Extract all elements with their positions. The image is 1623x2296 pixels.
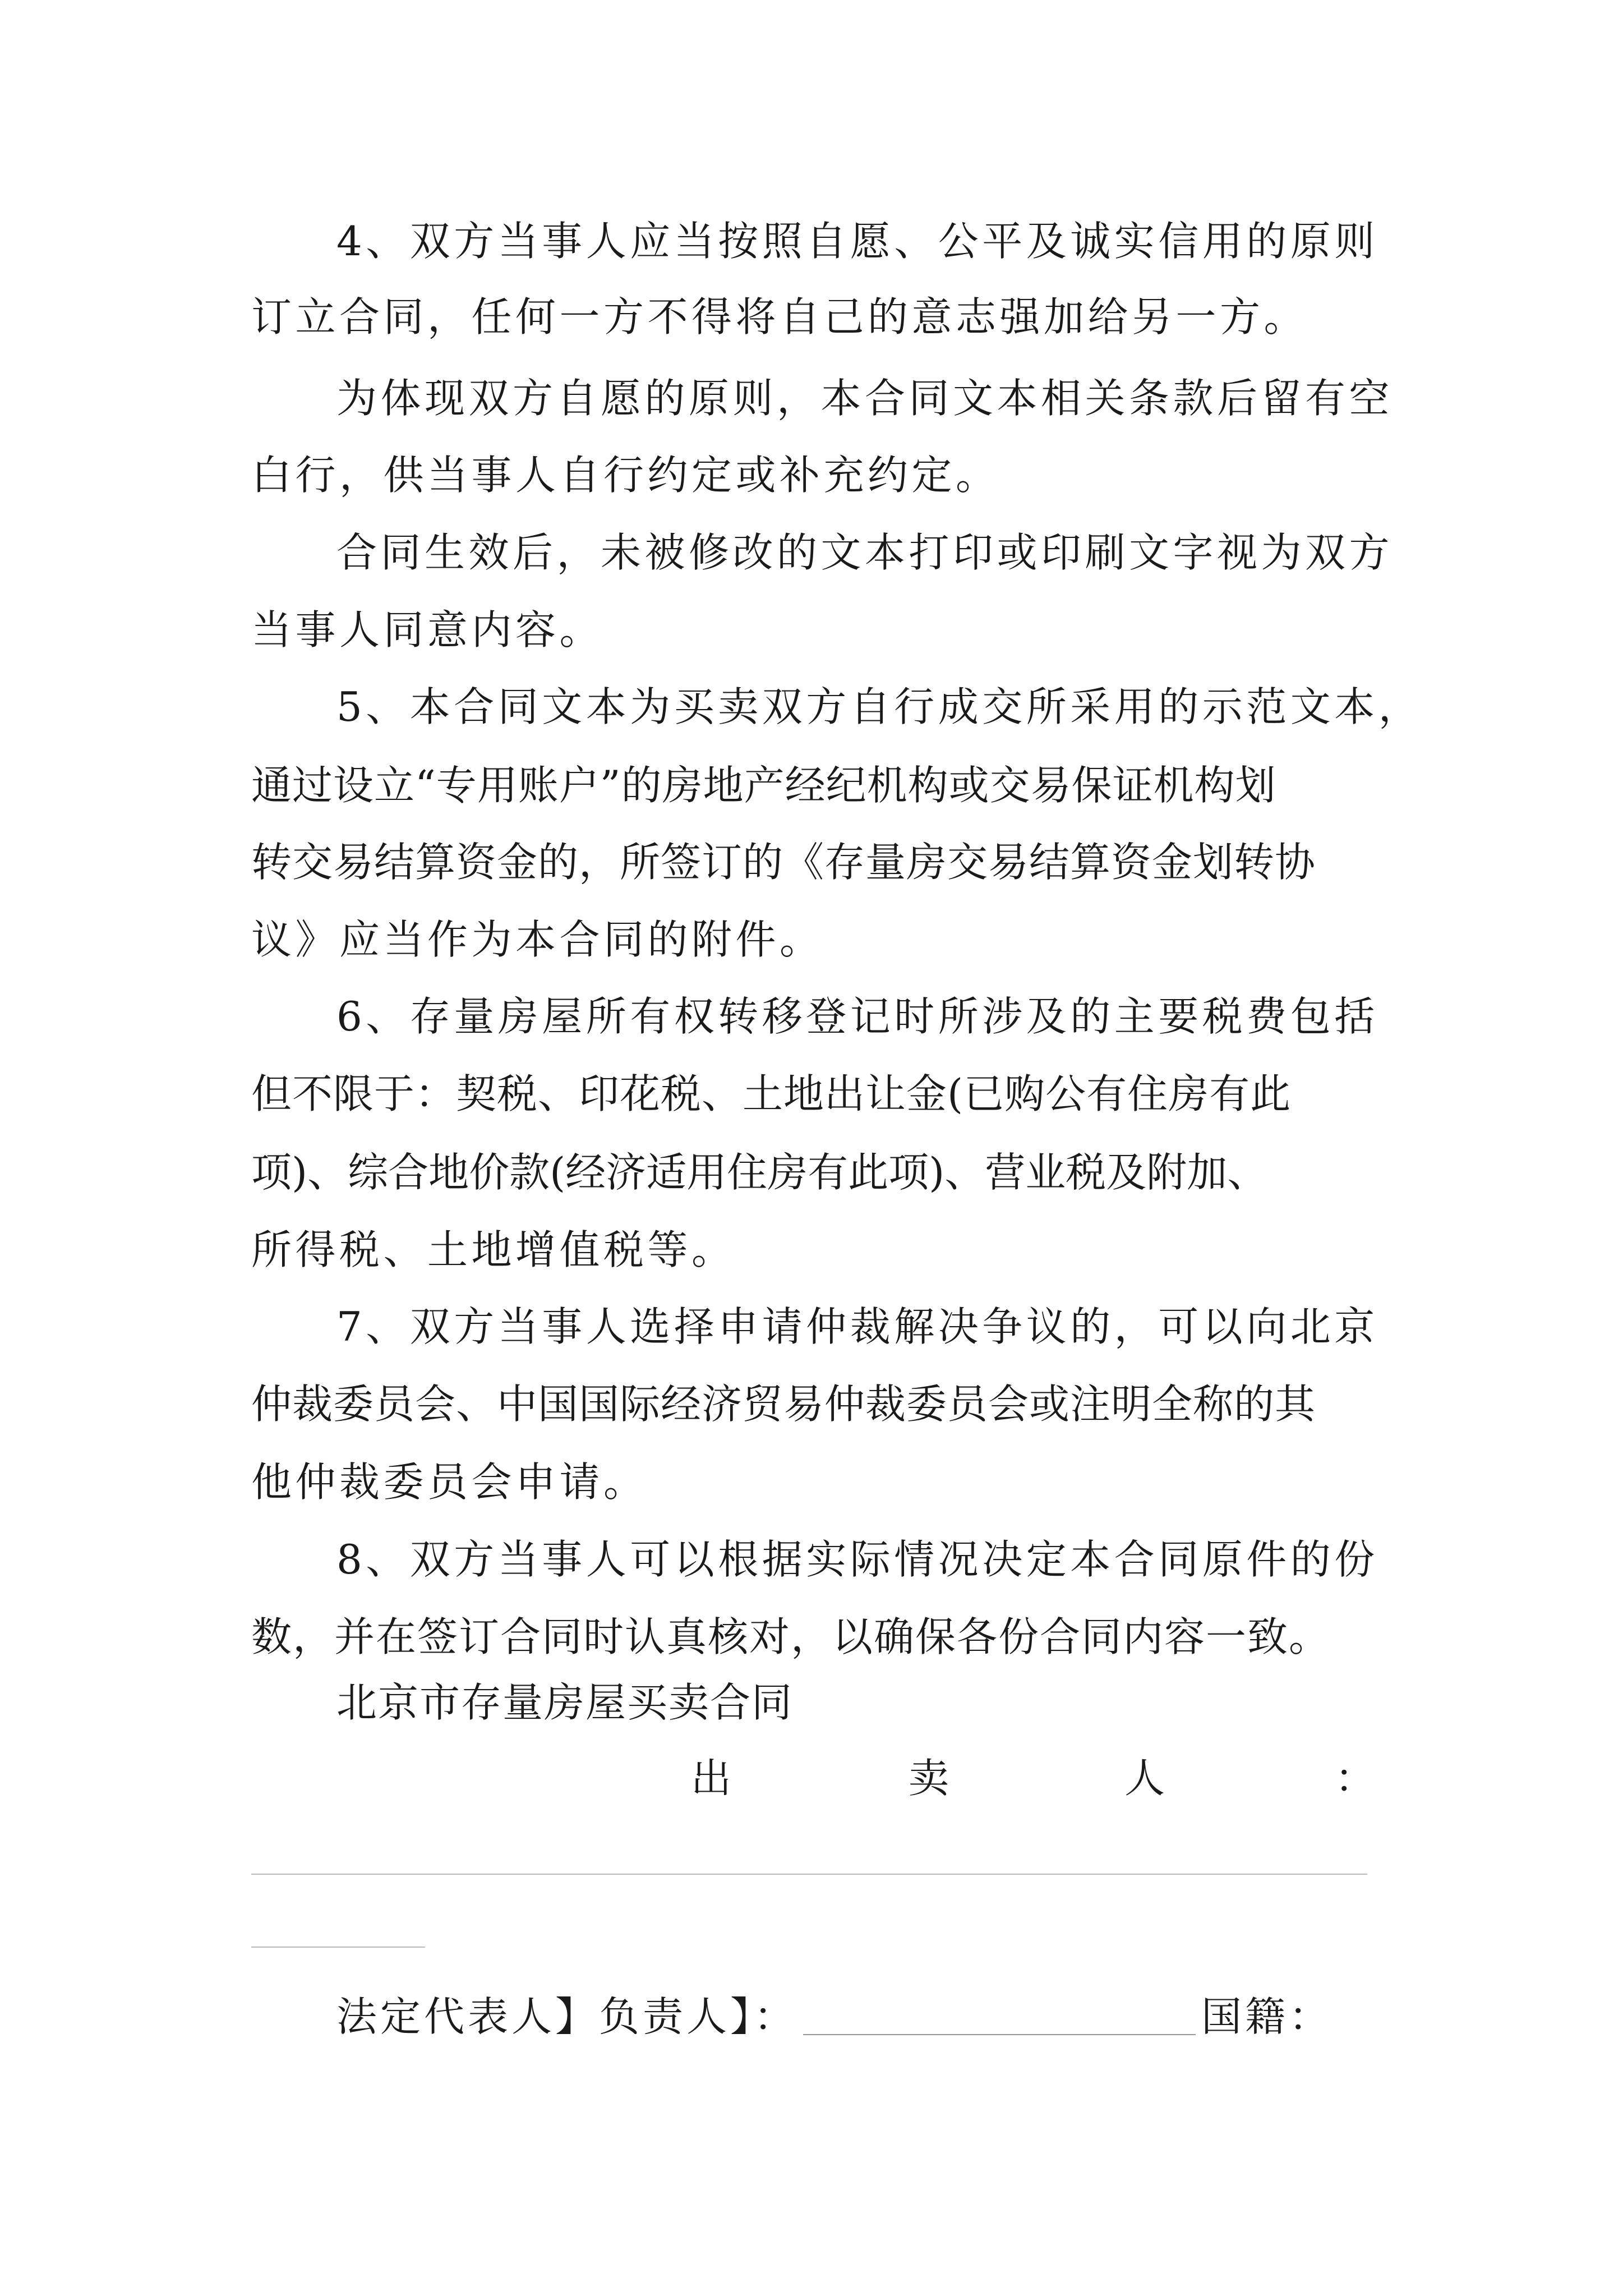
clause-7-line-1: 7、双方当事人选择申请仲裁解决争议的，可以向北京 (336, 1303, 1378, 1350)
representative-blank (803, 1995, 1196, 2035)
effect-note-line-1: 合同生效后，未被修改的文本打印或印刷文字视为双方 (336, 529, 1394, 576)
clause-7-line-2: 仲裁委员会、中国国际经济贸易仲裁委员会或注明全称的其 (251, 1381, 1316, 1428)
representative-row (336, 1989, 1332, 2045)
clause-5-line-3: 转交易结算资金的，所签订的《存量房交易结算资金划转协 (251, 839, 1316, 886)
effect-note-line-2: 当事人同意内容。 (251, 606, 604, 654)
seller-label-char-1: 出 (691, 1755, 732, 1802)
representative-label: 法定代表人】负责人】： (336, 1993, 798, 2040)
voluntary-note-line-1: 为体现双方自愿的原则，本合同文本相关条款后留有空 (336, 375, 1394, 422)
seller-name-blank-line-continued (251, 1947, 425, 1948)
clause-5-line-2: 通过设立“专用账户”的房地产经纪机构或交易保证机构划 (251, 762, 1276, 809)
clause-8-line-2: 数，并在签订合同时认真核对，以确保各份合同内容一致。 (251, 1613, 1331, 1660)
nationality-label: 国籍： (1201, 1993, 1333, 2040)
seller-label-char-2: 卖 (909, 1755, 949, 1802)
clause-4-line-1: 4、双方当事人应当按照自愿、公平及诚实信用的原则 (336, 218, 1378, 265)
clause-7-line-3: 他仲裁委员会申请。 (251, 1458, 648, 1506)
voluntary-note-line-2: 白行，供当事人自行约定或补充约定。 (251, 452, 1000, 499)
clause-6-line-2: 但不限于：契税、印花税、土地出让金(已购公有住房有此 (251, 1070, 1292, 1117)
seller-label-char-3: 人 (1124, 1755, 1165, 1802)
clause-4-line-2: 订立合同，任何一方不得将自己的意志强加给另一方。 (251, 293, 1308, 341)
clause-5-line-1: 5、本合同文本为买卖双方自行成交所采用的示范文本， (336, 683, 1423, 730)
contract-title: 北京市存量房屋买卖合同 (336, 1679, 794, 1726)
clause-8-line-1: 8、双方当事人可以根据实际情况决定本合同原件的份 (336, 1536, 1378, 1583)
seller-name-blank-line (251, 1874, 1367, 1875)
clause-6-line-1: 6、存量房屋所有权转移登记时所涉及的主要税费包括 (336, 993, 1378, 1040)
clause-5-line-4: 议》应当作为本合同的附件。 (251, 916, 824, 963)
seller-label-colon: ： (1335, 1755, 1376, 1802)
clause-6-line-4: 所得税、土地增值税等。 (251, 1226, 736, 1273)
clause-6-line-3: 项)、综合地价款(经济适用住房有此项)、营业税及附加、 (251, 1149, 1268, 1196)
